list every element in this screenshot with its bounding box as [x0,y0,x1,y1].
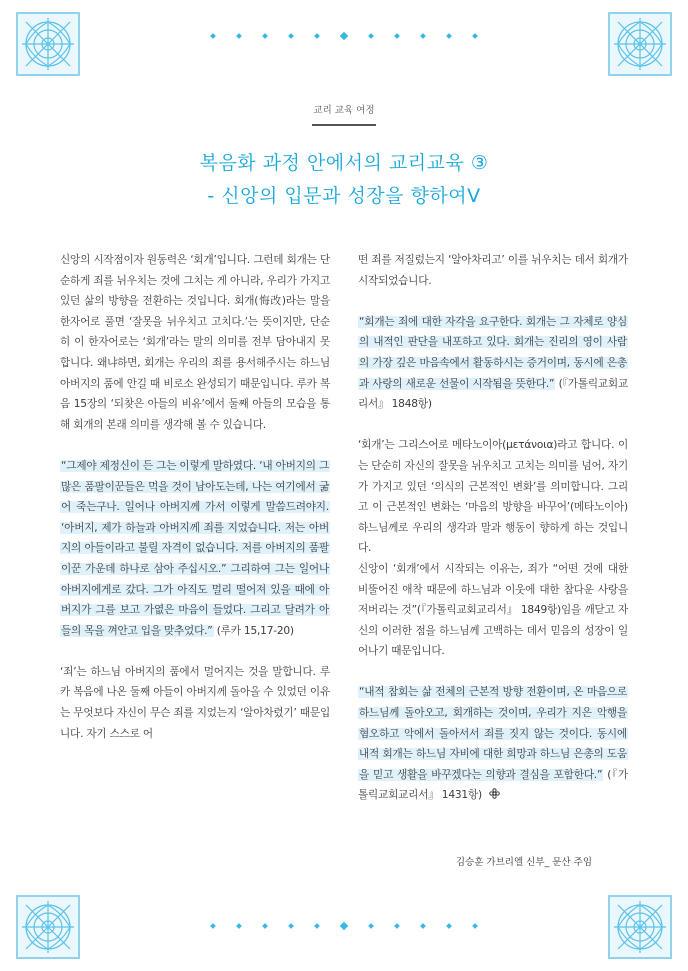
right-quote-1-text: “회개는 죄에 대한 자각을 요구한다. 회개는 그 자체로 양심의 내적인 판단을 내포하고 있다. 회개는 진리의 영이 사람의 가장 깊은 마음속에서 활동하시는 증거이며, 동시에 은총과 사랑의 새로운 선물이 시작됨을 뜻한다.” [359,315,627,390]
article-title: 복음화 과정 안에서의 교리교육 ③ [199,152,489,174]
right-paragraph-2: ‘회개’는 그리스어로 메타노이아(μετάνοια)라고 합니다. 이는 단순히 자신의 잘못을 뉘우치고 고치는 의미를 넘어, 자기가 가지고 있던 ‘의식의 근본적인 변화’를 의미합니다. 그리고 이 근본적인 변화는 ‘마음의 방향을 바꾸어’(메타노이아) 하느님께로 우리의 생각과 말과 행동이 향하게 하는 것입니다. [358,439,628,555]
right-column [358,250,628,806]
left-paragraph-2: ‘죄’는 하느님 아버지의 품에서 멀어지는 것을 말합니다. 루카 복음에 나온 둘째 아들이 아버지께 돌아올 수 있었던 이유는 무엇보다 자신이 무슨 죄를 지었는지 ‘알아차렸기’ 때문입니다. 자기 스스로 어 [60,665,330,740]
left-column [60,250,330,744]
top-dot-border [0,34,688,39]
right-paragraph-3: 신앙이 ‘회개’에서 시작되는 이유는, 죄가 “어떤 것에 대한 비뚤어진 애착 때문에 하느님과 이웃에 대한 참다운 사랑을 저버리는 것”(『가톨릭교회교리서』 1849항)임을 깨닫고 자신의 이러한 점을 하느님께 고백하는 데서 믿음의 성장이 일어나기 때문입니다. [358,562,628,658]
corner-ornament-top-left [16,12,80,76]
corner-ornament-top-right [608,12,672,76]
right-quote-1-reference: (『가톨릭교회교리서』 1848항) [358,377,628,411]
end-mark-flower-icon [489,788,500,799]
right-quote-2-text: “내적 참회는 삶 전체의 근본적 방향 전환이며, 온 마음으로 하느님께 돌아오고, 회개하는 것이며, 우리가 지은 악행을 혐오하고 악에서 돌아서서 죄를 짓지 않는 것이다. 동시에 내적 회개는 하느님 자비에 대한 희망과 하느님 은총의 도움을 믿고 생활을 바꾸겠다는 의향과 결심을 포함한다.” [359,686,627,781]
left-quote-1-reference: (루카 15,17-20) [216,624,294,637]
section-tag-underline [312,124,376,126]
article-subtitle: - 신앙의 입문과 성장을 향하여Ⅴ [207,185,481,207]
left-quote-1-text: “그제야 제정신이 든 그는 이렇게 말하였다. ‘내 아버지의 그 많은 품팔이꾼들은 먹을 것이 남아도는데, 나는 여기에서 굶어 죽는구나. 일어나 아버지께 가서 이렇게 말씀드려야지. ‘아버지, 제가 하늘과 아버지께 죄를 지었습니다. 저는 아버지의 아들이라고 불릴 자격이 없습니다. 저를 아버지의 품팔이꾼 가운데 하나로 삼아 주십시오.” 그리하여 그는 일어나 아버지에게로 갔다. 그가 아직도 멀리 떨어져 있을 때에 아버지가 그를 보고 가엾은 마음이 들었다. 그리고 달려가 아들의 목을 껴안고 입을 맞추었다.” [61,459,329,637]
right-quote-1 [358,312,628,415]
left-paragraph-1: 신앙의 시작점이자 원동력은 ‘회개’입니다. 그런데 회개는 단순하게 죄를 뉘우치는 것에 그치는 게 아니라, 우리가 가지고 있던 삶의 방향을 전환하는 것입니다. 회개(悔改)라는 말을 한자어로 풀면 ‘잘못을 뉘우치고 고치다.’는 뜻이지만, 단순히 이 한자어로는 ‘회개’라는 말의 의미를 전부 담아내지 못합니다. 왜냐하면, 회개는 우리의 죄를 용서해주시는 하느님 아버지의 품에 안길 때 비로소 완성되기 때문입니다. 루카 복음 15장의 ‘되찾은 아들의 비유’에서 둘째 아들의 모습을 통해 회개의 본래 의미를 생각해 볼 수 있습니다. [60,254,330,431]
author-signature: 김승훈 가브리엘 신부_ 문산 주임 [455,857,592,868]
right-quote-2 [358,682,628,806]
section-tag: 교리 교육 여정 [313,105,375,116]
right-quote-2-reference: (『가톨릭교회교리서』 1431항) [358,768,628,802]
bottom-dot-border [0,924,688,929]
left-quote-1 [60,456,330,641]
right-paragraph-1: 떤 죄를 저질렀는지 ‘알아차리고’ 이를 뉘우치는 데서 회개가 시작되었습니다. [358,254,628,287]
